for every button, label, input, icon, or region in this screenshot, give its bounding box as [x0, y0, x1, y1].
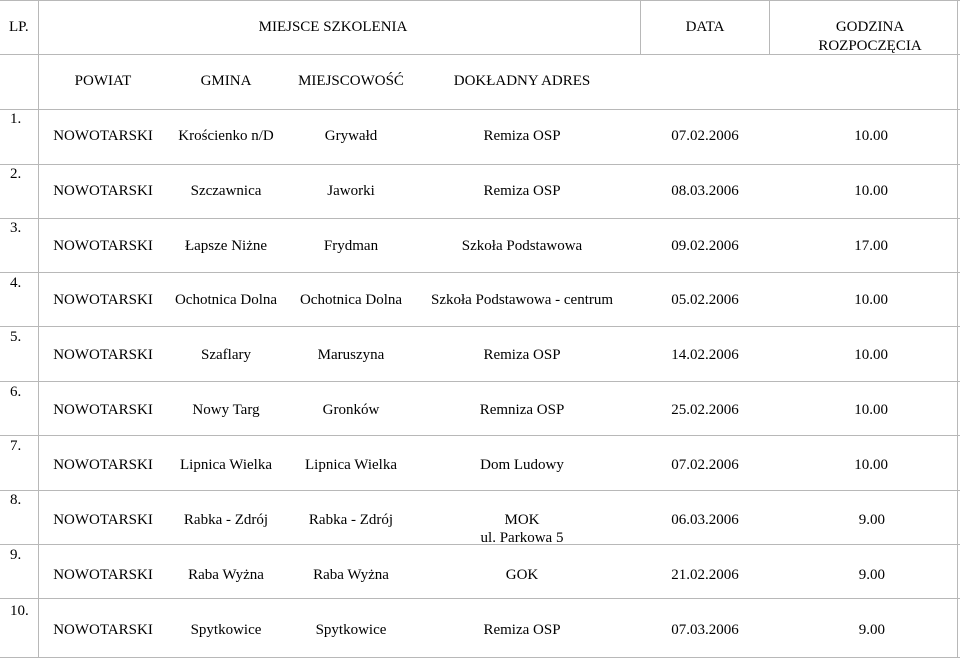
cell-miejscowosc: Grywałd	[324, 128, 378, 144]
cell-data: 21.02.2006	[671, 567, 739, 583]
header-lp: LP.	[9, 19, 29, 35]
column-divider	[769, 0, 770, 54]
cell-gmina: Spytkowice	[190, 622, 262, 638]
column-divider	[957, 0, 958, 658]
cell-gmina: Rabka - Zdrój	[183, 512, 269, 528]
cell-data: 07.02.2006	[671, 457, 739, 473]
cell-gmina: Łapsze Niżne	[184, 238, 268, 254]
cell-godzina: 9.00	[858, 567, 885, 583]
cell-gmina: Raba Wyżna	[188, 567, 264, 583]
cell-miejscowosc: Jaworki	[327, 183, 375, 199]
cell-adres: Szkoła Podstawowa - centrum	[430, 292, 614, 308]
cell-godzina: 17.00	[854, 238, 888, 254]
row-number: 4.	[10, 275, 22, 291]
cell-data: 25.02.2006	[671, 402, 739, 418]
row-number: 2.	[10, 166, 22, 182]
header-rozpoczecia: ROZPOCZĘCIA	[818, 38, 922, 54]
cell-powiat: NOWOTARSKI	[53, 183, 153, 199]
row-divider	[0, 326, 960, 327]
cell-godzina: 10.00	[854, 128, 888, 144]
cell-adres: Remiza OSP	[483, 622, 561, 638]
cell-miejscowosc: Gronków	[322, 402, 380, 418]
header-miejscowosc: MIEJSCOWOŚĆ	[298, 73, 404, 89]
cell-adres: Szkoła Podstawowa	[461, 238, 583, 254]
cell-data: 05.02.2006	[671, 292, 739, 308]
cell-powiat: NOWOTARSKI	[53, 128, 153, 144]
header-dokladny-adres: DOKŁADNY ADRES	[453, 73, 591, 89]
row-divider	[0, 490, 960, 491]
header-gmina: GMINA	[200, 73, 252, 89]
row-divider	[0, 381, 960, 382]
row-number: 1.	[10, 111, 22, 127]
cell-adres: GOK	[505, 567, 539, 583]
cell-miejscowosc: Raba Wyżna	[313, 567, 389, 583]
row-divider	[0, 54, 960, 55]
cell-gmina: Krościenko n/D	[178, 128, 274, 144]
row-number: 3.	[10, 220, 22, 236]
cell-adres: Remiza OSP	[483, 128, 561, 144]
cell-adres: Remiza OSP	[483, 183, 561, 199]
header-godzina: GODZINA	[835, 19, 905, 35]
cell-miejscowosc: Lipnica Wielka	[305, 457, 397, 473]
cell-data: 09.02.2006	[671, 238, 739, 254]
cell-data: 07.02.2006	[671, 128, 739, 144]
header-miejsce-szkolenia: MIEJSCE SZKOLENIA	[258, 19, 408, 35]
cell-powiat: NOWOTARSKI	[53, 238, 153, 254]
cell-powiat: NOWOTARSKI	[53, 622, 153, 638]
cell-miejscowosc: Rabka - Zdrój	[308, 512, 394, 528]
row-number: 6.	[10, 384, 22, 400]
cell-gmina: Szaflary	[201, 347, 251, 363]
cell-powiat: NOWOTARSKI	[53, 347, 153, 363]
cell-gmina: Ochotnica Dolna	[174, 292, 278, 308]
column-divider	[38, 0, 39, 658]
cell-adres: Dom Ludowy	[480, 457, 564, 473]
cell-gmina: Szczawnica	[190, 183, 262, 199]
row-divider	[0, 598, 960, 599]
row-divider	[0, 164, 960, 165]
header-data: DATA	[685, 19, 725, 35]
cell-godzina: 9.00	[858, 622, 885, 638]
row-divider	[0, 0, 960, 1]
cell-miejscowosc: Ochotnica Dolna	[299, 292, 403, 308]
row-number: 10.	[10, 603, 29, 619]
cell-godzina: 9.00	[858, 512, 885, 528]
cell-powiat: NOWOTARSKI	[53, 512, 153, 528]
cell-powiat: NOWOTARSKI	[53, 292, 153, 308]
row-divider	[0, 109, 960, 110]
cell-data: 06.03.2006	[671, 512, 739, 528]
row-divider	[0, 435, 960, 436]
cell-powiat: NOWOTARSKI	[53, 402, 153, 418]
cell-godzina: 10.00	[854, 402, 888, 418]
row-number: 5.	[10, 329, 22, 345]
cell-godzina: 10.00	[854, 183, 888, 199]
cell-gmina: Nowy Targ	[192, 402, 260, 418]
cell-powiat: NOWOTARSKI	[53, 457, 153, 473]
cell-gmina: Lipnica Wielka	[180, 457, 272, 473]
cell-data: 08.03.2006	[671, 183, 739, 199]
cell-data: 07.03.2006	[671, 622, 739, 638]
cell-godzina: 10.00	[854, 347, 888, 363]
row-number: 8.	[10, 492, 22, 508]
row-divider	[0, 218, 960, 219]
cell-data: 14.02.2006	[671, 347, 739, 363]
row-number: 7.	[10, 438, 22, 454]
header-powiat: POWIAT	[74, 73, 132, 89]
cell-adres: MOK	[504, 512, 540, 528]
cell-miejscowosc: Maruszyna	[317, 347, 385, 363]
row-divider	[0, 272, 960, 273]
cell-adres: Remiza OSP	[483, 347, 561, 363]
cell-godzina: 10.00	[854, 457, 888, 473]
cell-adres: Remniza OSP	[479, 402, 565, 418]
cell-miejscowosc: Frydman	[323, 238, 379, 254]
cell-godzina: 10.00	[854, 292, 888, 308]
cell-adres-line2: ul. Parkowa 5	[480, 530, 564, 546]
column-divider	[640, 0, 641, 54]
cell-powiat: NOWOTARSKI	[53, 567, 153, 583]
row-number: 9.	[10, 547, 22, 563]
cell-miejscowosc: Spytkowice	[315, 622, 387, 638]
